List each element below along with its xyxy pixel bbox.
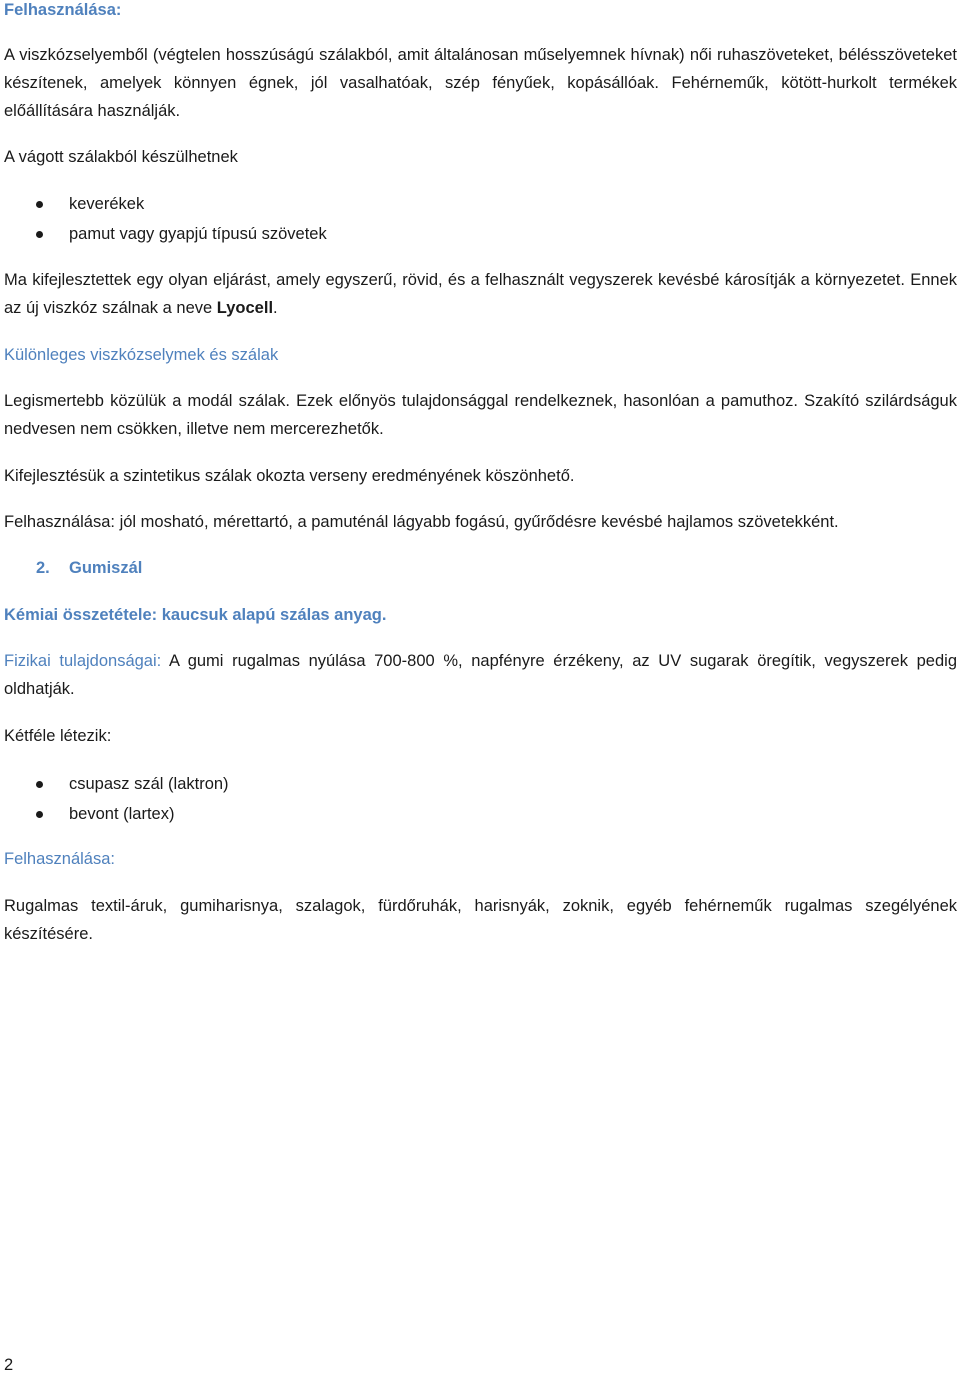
- list-item: keverékek: [4, 189, 957, 219]
- list-rubber-kinds: [4, 769, 957, 829]
- paragraph-physical-properties: Fizikai tulajdonságai: A gumi rugalmas nyúlása 700-800 %, napfényre érzékeny, az UV sugarak öregítik, vegyszerek pedig oldhatják.: [4, 652, 957, 698]
- list-item: bevont (lartex): [4, 799, 957, 829]
- paragraph-lyocell: Ma kifejlesztettek egy olyan eljárást, amely egyszerű, rövid, és a felhasznált vegyszerek kevésbé károsítják a környezetet. Ennek az új viszkóz szálnak a neve Lyocell.: [4, 271, 957, 317]
- paragraph-modal: Legismertebb közülük a modál szálak. Ezek előnyös tulajdonsággal rendelkeznek, hasonlóan a pamuthoz. Szakító szilárdságuk nedvesen nem csökken, illetve nem mercerezhetők.: [4, 392, 957, 438]
- heading-rubber-fiber: 2. Gumiszál: [36, 559, 143, 577]
- heading-usage-2: Felhasználása:: [4, 850, 115, 868]
- heading-usage-1: Felhasználása:: [4, 1, 122, 19]
- list-item: pamut vagy gyapjú típusú szövetek: [4, 219, 957, 249]
- list-cut-fibers: [4, 189, 957, 249]
- lyocell-term: Lyocell: [216, 299, 274, 317]
- heading-special-viscose: Különleges viszkózselymek és szálak: [4, 346, 279, 364]
- paragraph-two-kinds: Kétféle létezik:: [4, 727, 112, 745]
- paragraph-rubber-usage: Rugalmas textil-áruk, gumiharisnya, szalagok, fürdőruhák, harisnyák, zoknik, egyéb fehérneműk rugalmas szegélyének készítésére.: [4, 897, 957, 943]
- list-item: csupasz szál (laktron): [4, 769, 957, 799]
- heading-chemical-composition: Kémiai összetétele: kaucsuk alapú szálas anyag.: [4, 606, 387, 624]
- physical-properties-label: Fizikai tulajdonságai:: [4, 652, 162, 670]
- bullet-icon: [36, 781, 43, 788]
- page-number: 2: [4, 1356, 14, 1374]
- bullet-icon: [36, 201, 43, 208]
- paragraph-viscose: A viszkózselyemből (végtelen hosszúságú szálakból, amit általánosan műselyemnek hívnak) női ruhaszöveteket, bélésszöveteket készítenek, amelyek könnyen égnek, jól vasalhatóak, szép fényűek, kopásállóak. Fehérneműk, kötött-hurkolt termékek előállítására használják.: [4, 46, 957, 120]
- bullet-icon: [36, 811, 43, 818]
- paragraph-modal-usage: Felhasználása: jól mosható, mérettartó, a pamuténál lágyabb fogású, gyűrődésre kevésbé hajlamos szövetekként.: [4, 513, 839, 531]
- bullet-icon: [36, 231, 43, 238]
- paragraph-cut-fibers: A vágott szálakból készülhetnek: [4, 148, 238, 166]
- paragraph-development: Kifejlesztésük a szintetikus szálak okozta verseny eredményének köszönhető.: [4, 467, 575, 485]
